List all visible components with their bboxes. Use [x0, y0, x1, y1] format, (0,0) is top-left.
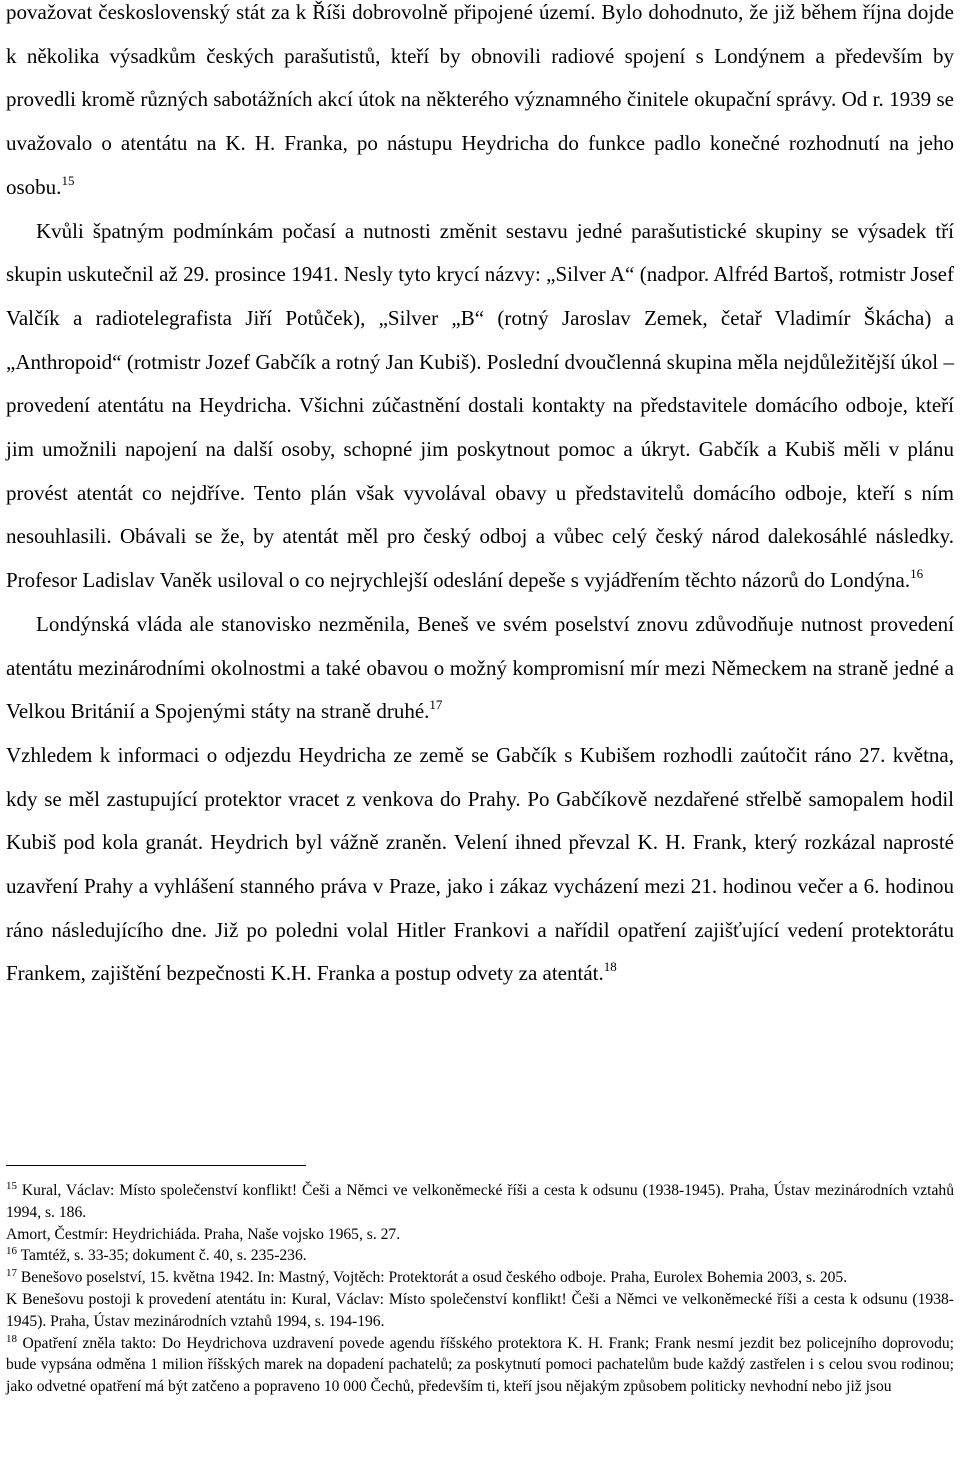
footnote-ref[interactable]: 17 — [429, 697, 443, 713]
paragraph-text: Vzhledem k informaci o odjezdu Heydricha ze země se Gabčík s Kubišem rozhodli zaútočit ráno 27. května, kdy se měl zastupující protektor vracet z venkova do Prahy. Po Gabčíkově nezdařené střelbě samopalem hodil Kubiš pod kola granát. Heydrich byl vážně zraněn. Velení ihned převzal K. H. Frank, který rozkázal naprosté uzavření Prahy a vyhlášení stanného práva v Praze, jako i zákaz vycházení mezi 21. hodinou večer a 6. hodinou ráno následujícího dne. Již po poledni volal Hitler Frankovi a nařídil opatření zajišťující vedení protektorátu Frankem, zajištění bezpečnosti K.H. Franka a postup odvety za atentát. — [6, 742, 954, 986]
footnote-ref[interactable]: 16 — [910, 566, 924, 582]
paragraph-text: považovat československý stát za k Říši dobrovolně připojené území. Bylo dohodnuto, že již během října dojde k několika výsadkům českých parašutistů, kteří by obnovili radiové spojení s Londýnem a především by provedli kromě různých sabotážních akcí útok na některého významného činitele okupační správy. Od r. 1939 se uvažovalo o atentátu na K. H. Franka, po nástupu Heydricha do funkce padlo konečné rozhodnutí na jeho osobu. — [6, 0, 954, 199]
paragraph-3 — [6, 603, 954, 734]
footnote-mark: 17 — [6, 1267, 17, 1280]
footnote-item — [6, 1245, 954, 1267]
paragraph-text: Kvůli špatným podmínkám počasí a nutnosti změnit sestavu jedné parašutistické skupiny se výsadek tří skupin uskutečnil až 29. prosince 1941. Nesly tyto krycí názvy: „Silver A“ (nadpor. Alfréd Bartoš, rotmistr Josef Valčík a radiotelegrafista Jiří Potůček), „Silver „B“ (rotný Jaroslav Zemek, četař Vladimír Škácha) a „Anthropoid“ (rotmistr Jozef Gabčík a rotný Jan Kubiš). Poslední dvoučlenná skupina měla nejdůležitější úkol – provedení atentátu na Heydricha. Všichni zúčastnění dostali kontakty na představitele domácího odboje, kteří jim umožnili napojení na další osoby, schopné jim poskytnout pomoc a úkryt. Gabčík a Kubiš měli v plánu provést atentát co nejdříve. Tento plán však vyvolával obavy u představitelů domácího odboje, kteří s ním nesouhlasili. Obávali se že, by atentát měl pro český odboj a vůbec celý český národ dalekosáhlé následky. Profesor Ladislav Vaněk usiloval o co nejrychlejší odeslání depeše s vyjádřením těchto názorů do Londýna. — [6, 218, 954, 593]
footnote-ref[interactable]: 18 — [603, 959, 617, 975]
paragraph-1 — [6, 0, 954, 210]
footnote-mark: 16 — [6, 1245, 17, 1258]
main-text — [6, 0, 954, 996]
footnote-text: Amort, Čestmír: Heydrichiáda. Praha, Naše vojsko 1965, s. 27. — [6, 1225, 401, 1243]
footnote-item — [6, 1180, 954, 1224]
footnote-text: Opatření zněla takto: Do Heydrichova uzdravení povede agendu říšského protektora K. H. Frank; Frank nesmí jezdit bez policejního doprovodu; bude vypsána odměna 1 milion říšských marek na dopadení pachatelů; za poskytnutí pomoci pachatelům bude každý zastřelen i s celou svou rodinou; jako odvetné opatření má být zatčeno a popraveno 10 000 Čechů, především ti, kteří jsou nějakým způsobem politicky nevhodní nebo již jsou — [6, 1334, 954, 1396]
footnote-ref[interactable]: 15 — [61, 172, 75, 188]
footnote-text: Kural, Václav: Místo společenství konflikt! Češi a Němci ve velkoněmecké říši a cesta k odsunu (1938-1945). Praha, Ústav mezinárodních vztahů 1994, s. 186. — [6, 1182, 954, 1221]
footnote-item — [6, 1267, 954, 1289]
paragraph-text: Londýnská vláda ale stanovisko nezměnila, Beneš ve svém poselství znovu zdůvodňuje nutnost provedení atentátu mezinárodními okolnostmi a také obavou o možný kompromisní mír mezi Německem na straně jedné a Velkou Británií a Spojenými státy na straně druhé. — [6, 611, 954, 724]
footnote-item — [6, 1289, 954, 1333]
footnote-separator — [6, 1165, 306, 1166]
paragraph-4 — [6, 734, 954, 996]
footnotes — [6, 1180, 954, 1398]
paragraph-2 — [6, 210, 954, 603]
footnote-text: Benešovo poselství, 15. května 1942. In: Mastný, Vojtěch: Protektorát a osud českého odboje. Praha, Eurolex Bohemia 2003, s. 205. — [20, 1269, 848, 1287]
footnote-mark: 15 — [6, 1180, 17, 1192]
footnote-item — [6, 1224, 954, 1246]
footnote-mark: 18 — [6, 1332, 17, 1345]
footnote-text: Tamtéž, s. 33-35; dokument č. 40, s. 235-236. — [20, 1247, 307, 1265]
footnote-text: K Benešovu postoji k provedení atentátu in: Kural, Václav: Místo společenství konflikt! Češi a Němci ve velkoněmecké říši a cesta k odsunu (1938-1945). Praha, Ústav mezinárodních vztahů 1994, s. 194-196. — [6, 1290, 954, 1330]
footnote-item — [6, 1333, 954, 1398]
